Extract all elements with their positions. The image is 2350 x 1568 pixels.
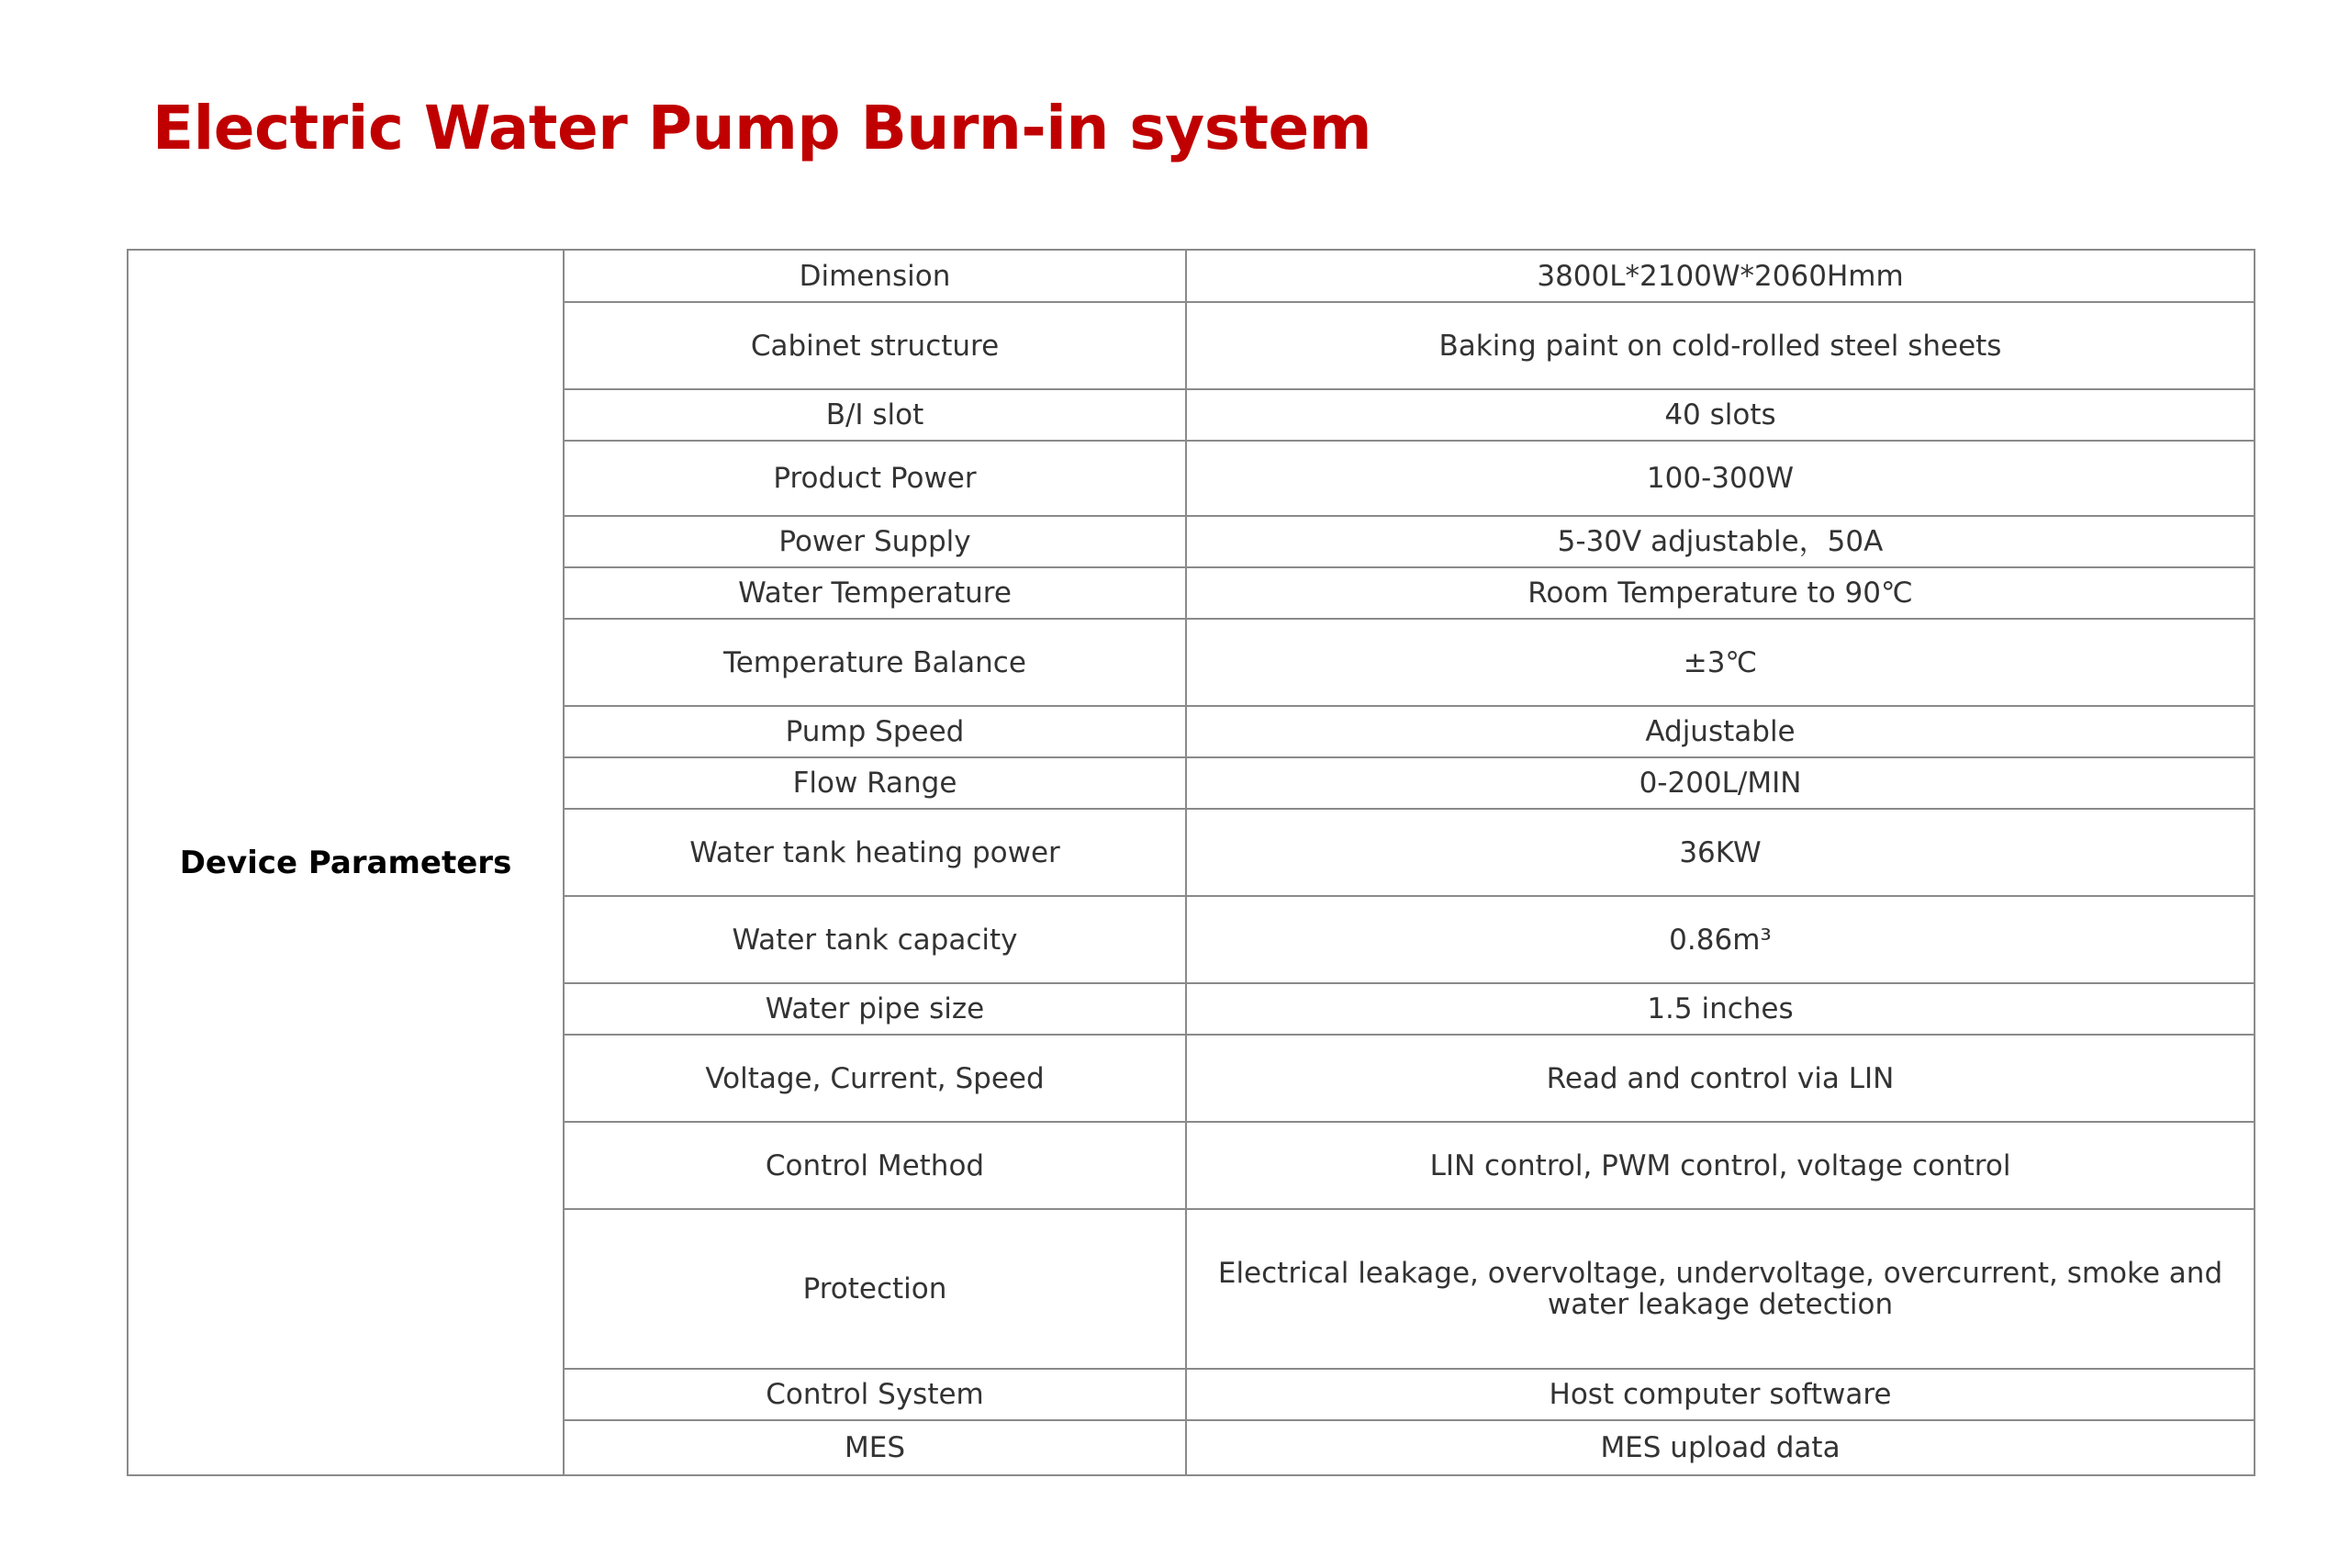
param-value-cell: 0-200L/MIN bbox=[1186, 757, 2255, 809]
param-name-cell: Cabinet structure bbox=[564, 302, 1186, 389]
device-parameters-table bbox=[127, 249, 2255, 1476]
param-name-cell: MES bbox=[564, 1420, 1186, 1475]
param-name-cell: Control System bbox=[564, 1369, 1186, 1420]
param-name-cell: Water pipe size bbox=[564, 983, 1186, 1035]
param-name-cell: Protection bbox=[564, 1209, 1186, 1369]
param-name-cell: Dimension bbox=[564, 250, 1186, 302]
param-value-cell: MES upload data bbox=[1186, 1420, 2255, 1475]
group-label-cell: Device Parameters bbox=[128, 250, 564, 1475]
param-name-cell: Temperature Balance bbox=[564, 619, 1186, 706]
table-row bbox=[128, 250, 2255, 302]
param-name-cell: Control Method bbox=[564, 1122, 1186, 1209]
param-value-cell: LIN control, PWM control, voltage control bbox=[1186, 1122, 2255, 1209]
param-name-cell: Pump Speed bbox=[564, 706, 1186, 757]
param-value-cell: 3800L*2100W*2060Hmm bbox=[1186, 250, 2255, 302]
param-name-cell: Flow Range bbox=[564, 757, 1186, 809]
param-value-cell: ±3℃ bbox=[1186, 619, 2255, 706]
page-title: Electric Water Pump Burn-in system bbox=[152, 93, 1372, 163]
param-name-cell: Water tank heating power bbox=[564, 809, 1186, 896]
param-name-cell: B/I slot bbox=[564, 389, 1186, 441]
param-name-cell: Water Temperature bbox=[564, 567, 1186, 619]
param-value-cell: 40 slots bbox=[1186, 389, 2255, 441]
param-value-cell: Read and control via LIN bbox=[1186, 1035, 2255, 1122]
param-value-cell: Adjustable bbox=[1186, 706, 2255, 757]
param-name-cell: Voltage, Current, Speed bbox=[564, 1035, 1186, 1122]
param-value-cell: 100-300W bbox=[1186, 441, 2255, 516]
param-name-cell: Power Supply bbox=[564, 516, 1186, 567]
param-value-cell: Host computer software bbox=[1186, 1369, 2255, 1420]
param-value-cell: Room Temperature to 90℃ bbox=[1186, 567, 2255, 619]
param-value-cell: Baking paint on cold-rolled steel sheets bbox=[1186, 302, 2255, 389]
param-value-cell: 36KW bbox=[1186, 809, 2255, 896]
param-value-cell: 1.5 inches bbox=[1186, 983, 2255, 1035]
param-value-cell: 5-30V adjustable，50A bbox=[1186, 516, 2255, 567]
param-name-cell: Water tank capacity bbox=[564, 896, 1186, 983]
param-value-cell: 0.86m³ bbox=[1186, 896, 2255, 983]
param-name-cell: Product Power bbox=[564, 441, 1186, 516]
param-value-cell: Electrical leakage, overvoltage, undervoltage, overcurrent, smoke and water leakage detection bbox=[1186, 1209, 2255, 1369]
